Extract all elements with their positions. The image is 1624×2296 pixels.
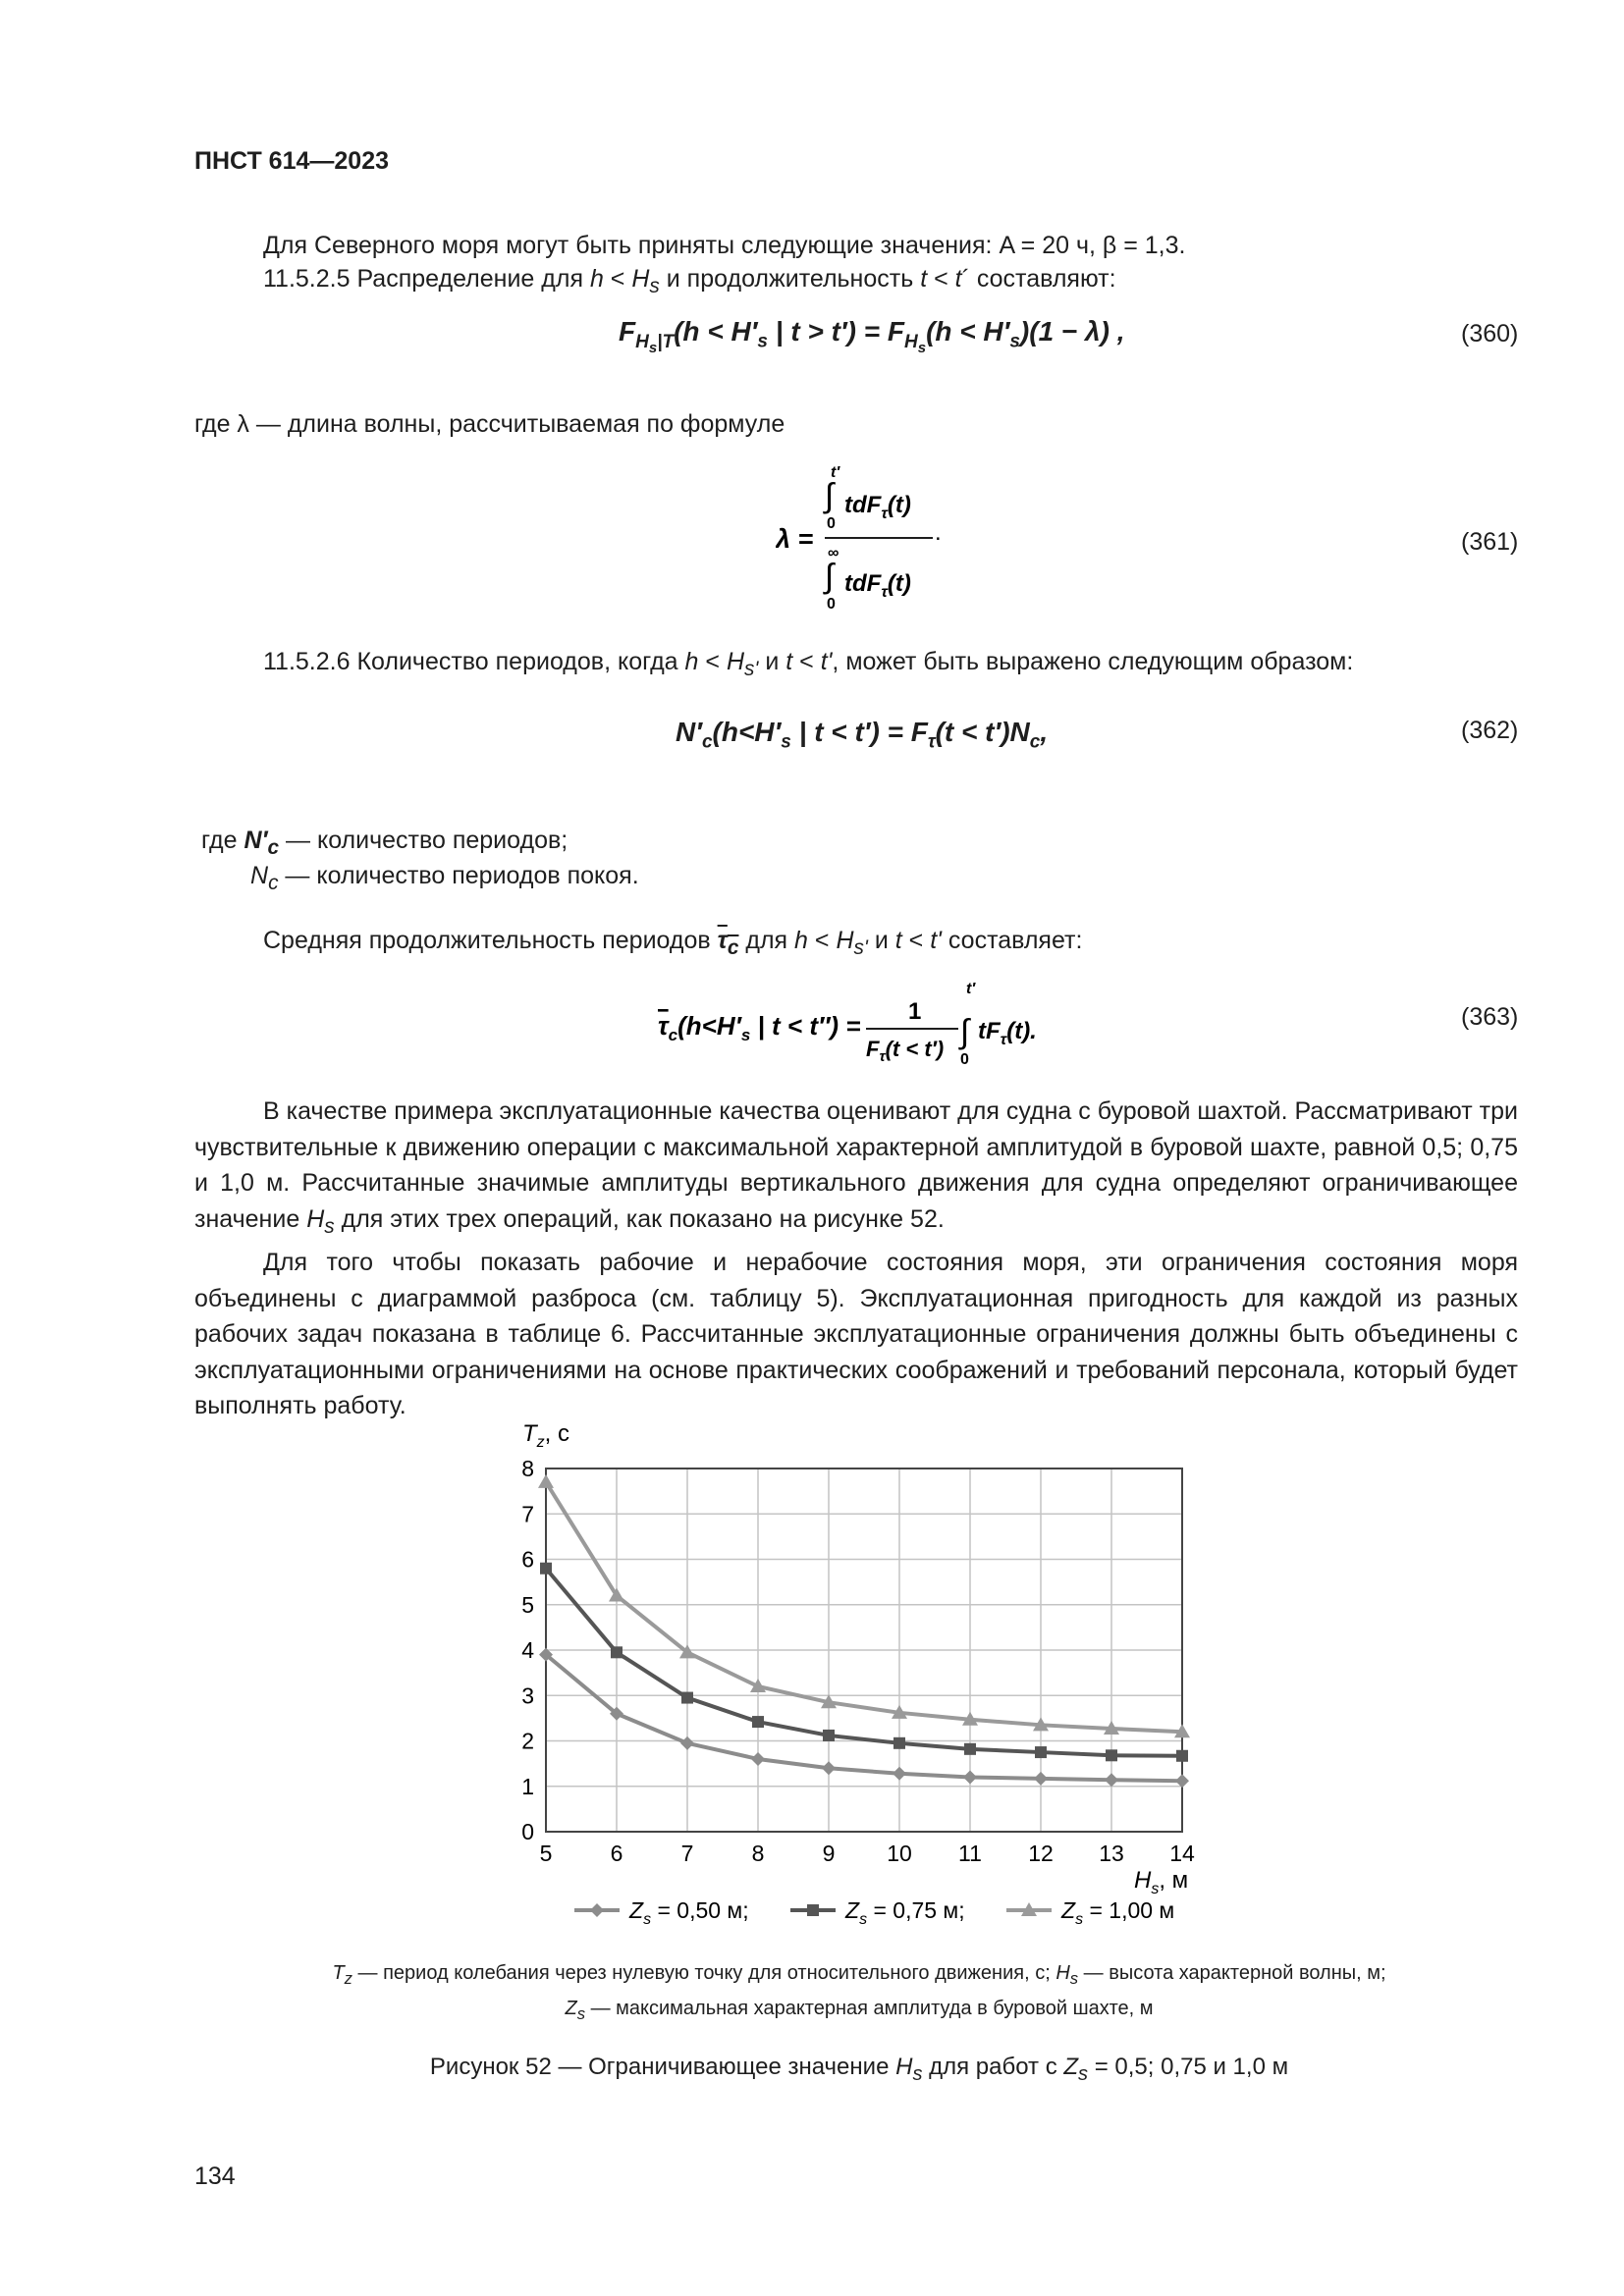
data-point bbox=[1105, 1773, 1118, 1787]
data-point bbox=[1106, 1749, 1117, 1761]
y-axis-label: $T_z$, с bbox=[522, 1420, 570, 1451]
legend-item-2 bbox=[790, 1897, 965, 1928]
figure-caption-line1: $T_z$ — период колебания через нулевую точку для относительного движения, с; $H_s$ — высота характерной волны, м; bbox=[332, 1962, 1386, 1988]
svg-text:∞: ∞ bbox=[828, 545, 839, 561]
body-paragraphs bbox=[194, 1094, 1518, 1424]
data-point bbox=[538, 1474, 554, 1488]
text-11-5-2-6-a: 11.5.2.6 Количество периодов, когда bbox=[263, 648, 685, 675]
legend-item-3 bbox=[1006, 1897, 1174, 1928]
svg-text:0: 0 bbox=[827, 596, 836, 613]
svg-text:t′: t′ bbox=[831, 464, 840, 481]
series-2 bbox=[540, 1563, 1188, 1762]
x-tick-label: 5 bbox=[539, 1841, 553, 1866]
text-11-5-2-5: 11.5.2.5 Распределение для $h < H_s$ и продолжительность t < t´ составляют: bbox=[263, 265, 1116, 297]
text-11-5-2-5-b: и продолжительность bbox=[659, 265, 921, 293]
page-number: 134 bbox=[194, 2163, 236, 2190]
text-where-nc-1: где $N'_c$ — количество периодов; bbox=[201, 827, 568, 859]
legend-marker bbox=[590, 1903, 604, 1917]
x-tick-label: 11 bbox=[958, 1841, 982, 1866]
chart-legend bbox=[574, 1897, 1174, 1928]
y-tick-label: 1 bbox=[521, 1773, 534, 1799]
legend-label: $Z_s = 0,75$ м; bbox=[845, 1897, 965, 1928]
figure-title-a: Рисунок 52 — Ограничивающее значение bbox=[429, 2054, 896, 2080]
x-axis-label: $H_s$, м bbox=[1134, 1867, 1189, 1897]
x-tick-label: 13 bbox=[1099, 1841, 1124, 1866]
legend-marker bbox=[807, 1904, 819, 1916]
paragraph-example-b: для этих трех операций, как показано на рисунке 52. bbox=[334, 1204, 945, 1233]
legend-label: $Z_s = 1,00$ м bbox=[1061, 1897, 1175, 1928]
data-point bbox=[751, 1752, 765, 1766]
text-where-nc-2: $N_c$ — количество периодов покоя. bbox=[250, 862, 639, 894]
caption-hs-desc: — высота характерной волны, м; bbox=[1078, 1962, 1386, 1984]
y-tick-label: 3 bbox=[521, 1682, 534, 1709]
series-line bbox=[546, 1482, 1182, 1732]
equation-number-360: (360) bbox=[1461, 320, 1519, 347]
x-tick-label: 7 bbox=[680, 1841, 694, 1866]
data-point bbox=[540, 1563, 552, 1575]
y-tick-labels bbox=[521, 1456, 534, 1844]
text-11-5-2-6-b: и bbox=[758, 648, 786, 675]
text-mean-b: для bbox=[738, 927, 795, 954]
formula-360: $F_{H_s|T}(h < H'_s$ | $t > t') = F_{H_s}(h < H'_s)(1 - \lambda)$ , bbox=[619, 316, 1125, 356]
svg-text:λ =: λ = bbox=[776, 524, 814, 554]
x-tick-label: 14 bbox=[1169, 1841, 1195, 1866]
figure-52-chart bbox=[501, 1414, 1247, 1944]
text-mean-a: Средняя продолжительность периодов bbox=[263, 927, 718, 954]
figure-title-b: для работ с bbox=[922, 2054, 1064, 2080]
series-1 bbox=[539, 1648, 1189, 1789]
svg-text:0: 0 bbox=[960, 1051, 969, 1068]
data-point bbox=[823, 1730, 835, 1741]
x-tick-label: 12 bbox=[1028, 1841, 1054, 1866]
chart-grid bbox=[546, 1468, 1182, 1832]
text-mean-duration: Средняя продолжительность периодов $\tau_c$ для $h < H_{s'}$ и t < t' составляет: bbox=[263, 927, 1083, 959]
text-mean-d: составляет: bbox=[941, 927, 1083, 954]
figure-caption-notes bbox=[216, 1958, 1502, 2029]
series-line bbox=[546, 1655, 1182, 1782]
equation-number-362: (362) bbox=[1461, 717, 1519, 744]
svg-text:τc(h<H′s | t < t″) =: $\tau_c(h<H'_s$ | t < t″) = bbox=[658, 1011, 861, 1044]
data-point bbox=[611, 1646, 623, 1658]
svg-text:0: 0 bbox=[827, 515, 836, 532]
text-11-5-2-5-a: 11.5.2.5 Распределение для bbox=[263, 265, 590, 293]
data-point bbox=[1034, 1772, 1048, 1786]
equation-number-361: (361) bbox=[1461, 528, 1519, 556]
svg-text:t′: t′ bbox=[966, 981, 976, 997]
x-tick-label: 10 bbox=[887, 1841, 912, 1866]
data-point bbox=[893, 1737, 905, 1749]
data-point bbox=[964, 1743, 976, 1755]
data-point bbox=[1176, 1750, 1188, 1762]
y-tick-label: 0 bbox=[521, 1819, 534, 1844]
legend-label: $Z_s = 0,50$ м; bbox=[629, 1897, 749, 1928]
data-point bbox=[822, 1761, 836, 1775]
text-where-lambda: где λ — длина волны, рассчитываемая по формуле bbox=[194, 410, 785, 438]
data-point bbox=[752, 1716, 764, 1728]
caption-zs-desc: — максимальная характерная амплитуда в буровой шахте, м bbox=[585, 1998, 1154, 2019]
text-nc-desc: — количество периодов покоя. bbox=[278, 862, 639, 889]
y-tick-label: 7 bbox=[521, 1501, 534, 1527]
svg-text:tdFτ(t): tdF$_\tau$(t) bbox=[844, 492, 911, 522]
text-11-5-2-6: 11.5.2.6 Количество периодов, когда $h < H_{s'}$ и t < t', может быть выражено следующим образом: bbox=[263, 648, 1354, 680]
formula-362: $N'_c(h<H'_s$ | $t < t') = F_\tau(t < t')N_c$, bbox=[676, 717, 1049, 753]
svg-text:Fτ(t < t′): $F_\tau(t < t')$ bbox=[866, 1037, 945, 1065]
svg-text:∫: ∫ bbox=[960, 1013, 970, 1050]
document-header: ПНСТ 614—2023 bbox=[194, 147, 389, 175]
formula-363 bbox=[658, 978, 1070, 1086]
svg-text:tdFτ(t): tdF$_\tau$(t) bbox=[844, 570, 911, 601]
text-north-sea-values: Для Северного моря могут быть приняты следующие значения: A = 20 ч, β = 1,3. bbox=[263, 232, 1186, 259]
data-point bbox=[893, 1767, 906, 1781]
text-11-5-2-5-c: составляют: bbox=[969, 265, 1116, 293]
text-nc-prime-desc: — количество периодов; bbox=[279, 827, 568, 854]
x-tick-labels bbox=[540, 1841, 1195, 1866]
data-point bbox=[963, 1771, 977, 1785]
svg-text:∫: ∫ bbox=[825, 477, 835, 514]
svg-text:∫: ∫ bbox=[825, 558, 835, 595]
x-tick-label: 6 bbox=[610, 1841, 623, 1866]
paragraph-example: В качестве примера эксплуатационные качества оценивают для судна с буровой шахтой. Рассматривают три чувствительные к движению операции с максимальной характерной амплитудой в буровой шахте, равной 0,5; 0,75 и 1,0 м. Рассчитанные значимые амплитуды вертикального движения для судна определяют ограничивающее значение $H_s$ для этих трех операций, как показано на рисунке 52. bbox=[194, 1097, 1518, 1238]
caption-tz-desc: — период колебания через нулевую точку для относительного движения, с; bbox=[352, 1962, 1056, 1984]
x-tick-label: 9 bbox=[822, 1841, 836, 1866]
svg-text:tFτ(t).: $tF_\tau(t)$. bbox=[978, 1018, 1037, 1048]
text-where-prefix: где bbox=[201, 827, 244, 854]
text-mean-c: и bbox=[867, 927, 895, 954]
figure-title-c: = 0,5; 0,75 и 1,0 м bbox=[1088, 2054, 1289, 2080]
data-point bbox=[680, 1736, 694, 1750]
y-tick-label: 8 bbox=[521, 1456, 534, 1481]
svg-text:1: 1 bbox=[908, 998, 922, 1025]
y-tick-label: 6 bbox=[521, 1546, 534, 1573]
data-point bbox=[1035, 1746, 1047, 1758]
legend-item-1 bbox=[574, 1897, 749, 1928]
equation-number-363: (363) bbox=[1461, 1003, 1519, 1031]
y-tick-label: 2 bbox=[521, 1728, 534, 1754]
y-tick-label: 5 bbox=[521, 1591, 534, 1618]
figure-caption-line2: $Z_s$ — максимальная характерная амплитуда в буровой шахте, м bbox=[565, 1998, 1154, 2023]
formula-361 bbox=[776, 459, 952, 616]
x-tick-label: 8 bbox=[751, 1841, 765, 1866]
paragraph-operability: Для того чтобы показать рабочие и нерабочие состояния моря, эти ограничения состояния моря объединены с диаграммой разброса (см. таблицу 5). Эксплуатационная пригодность для каждой из разных рабочих задач показана в таблице 6. Рассчитанные эксплуатационные ограничения должны быть объединены с эксплуатационными ограничениями на основе практических соображений и требований персонала, который будет выполнять работу. bbox=[194, 1249, 1518, 1419]
data-point bbox=[681, 1692, 693, 1704]
paragraph-example-a: В качестве примера эксплуатационные качества оценивают для судна с буровой шахтой. Рассматривают три чувствительные к движению операции с максимальной характерной амплитудой в буровой шахте, равной 0,5; 0,75 и 1,0 м. Рассчитанные значимые амплитуды вертикального движения для судна определяют ограничивающее значение bbox=[194, 1097, 1518, 1233]
svg-text:.: . bbox=[935, 519, 942, 546]
figure-title: Рисунок 52 — Ограничивающее значение $H_s$ для работ с $Z_s = 0,5$; 0,75 и 1,0 м bbox=[429, 2054, 1289, 2085]
text-11-5-2-6-c: , может быть выражено следующим образом: bbox=[832, 648, 1354, 675]
y-tick-label: 4 bbox=[521, 1637, 534, 1663]
